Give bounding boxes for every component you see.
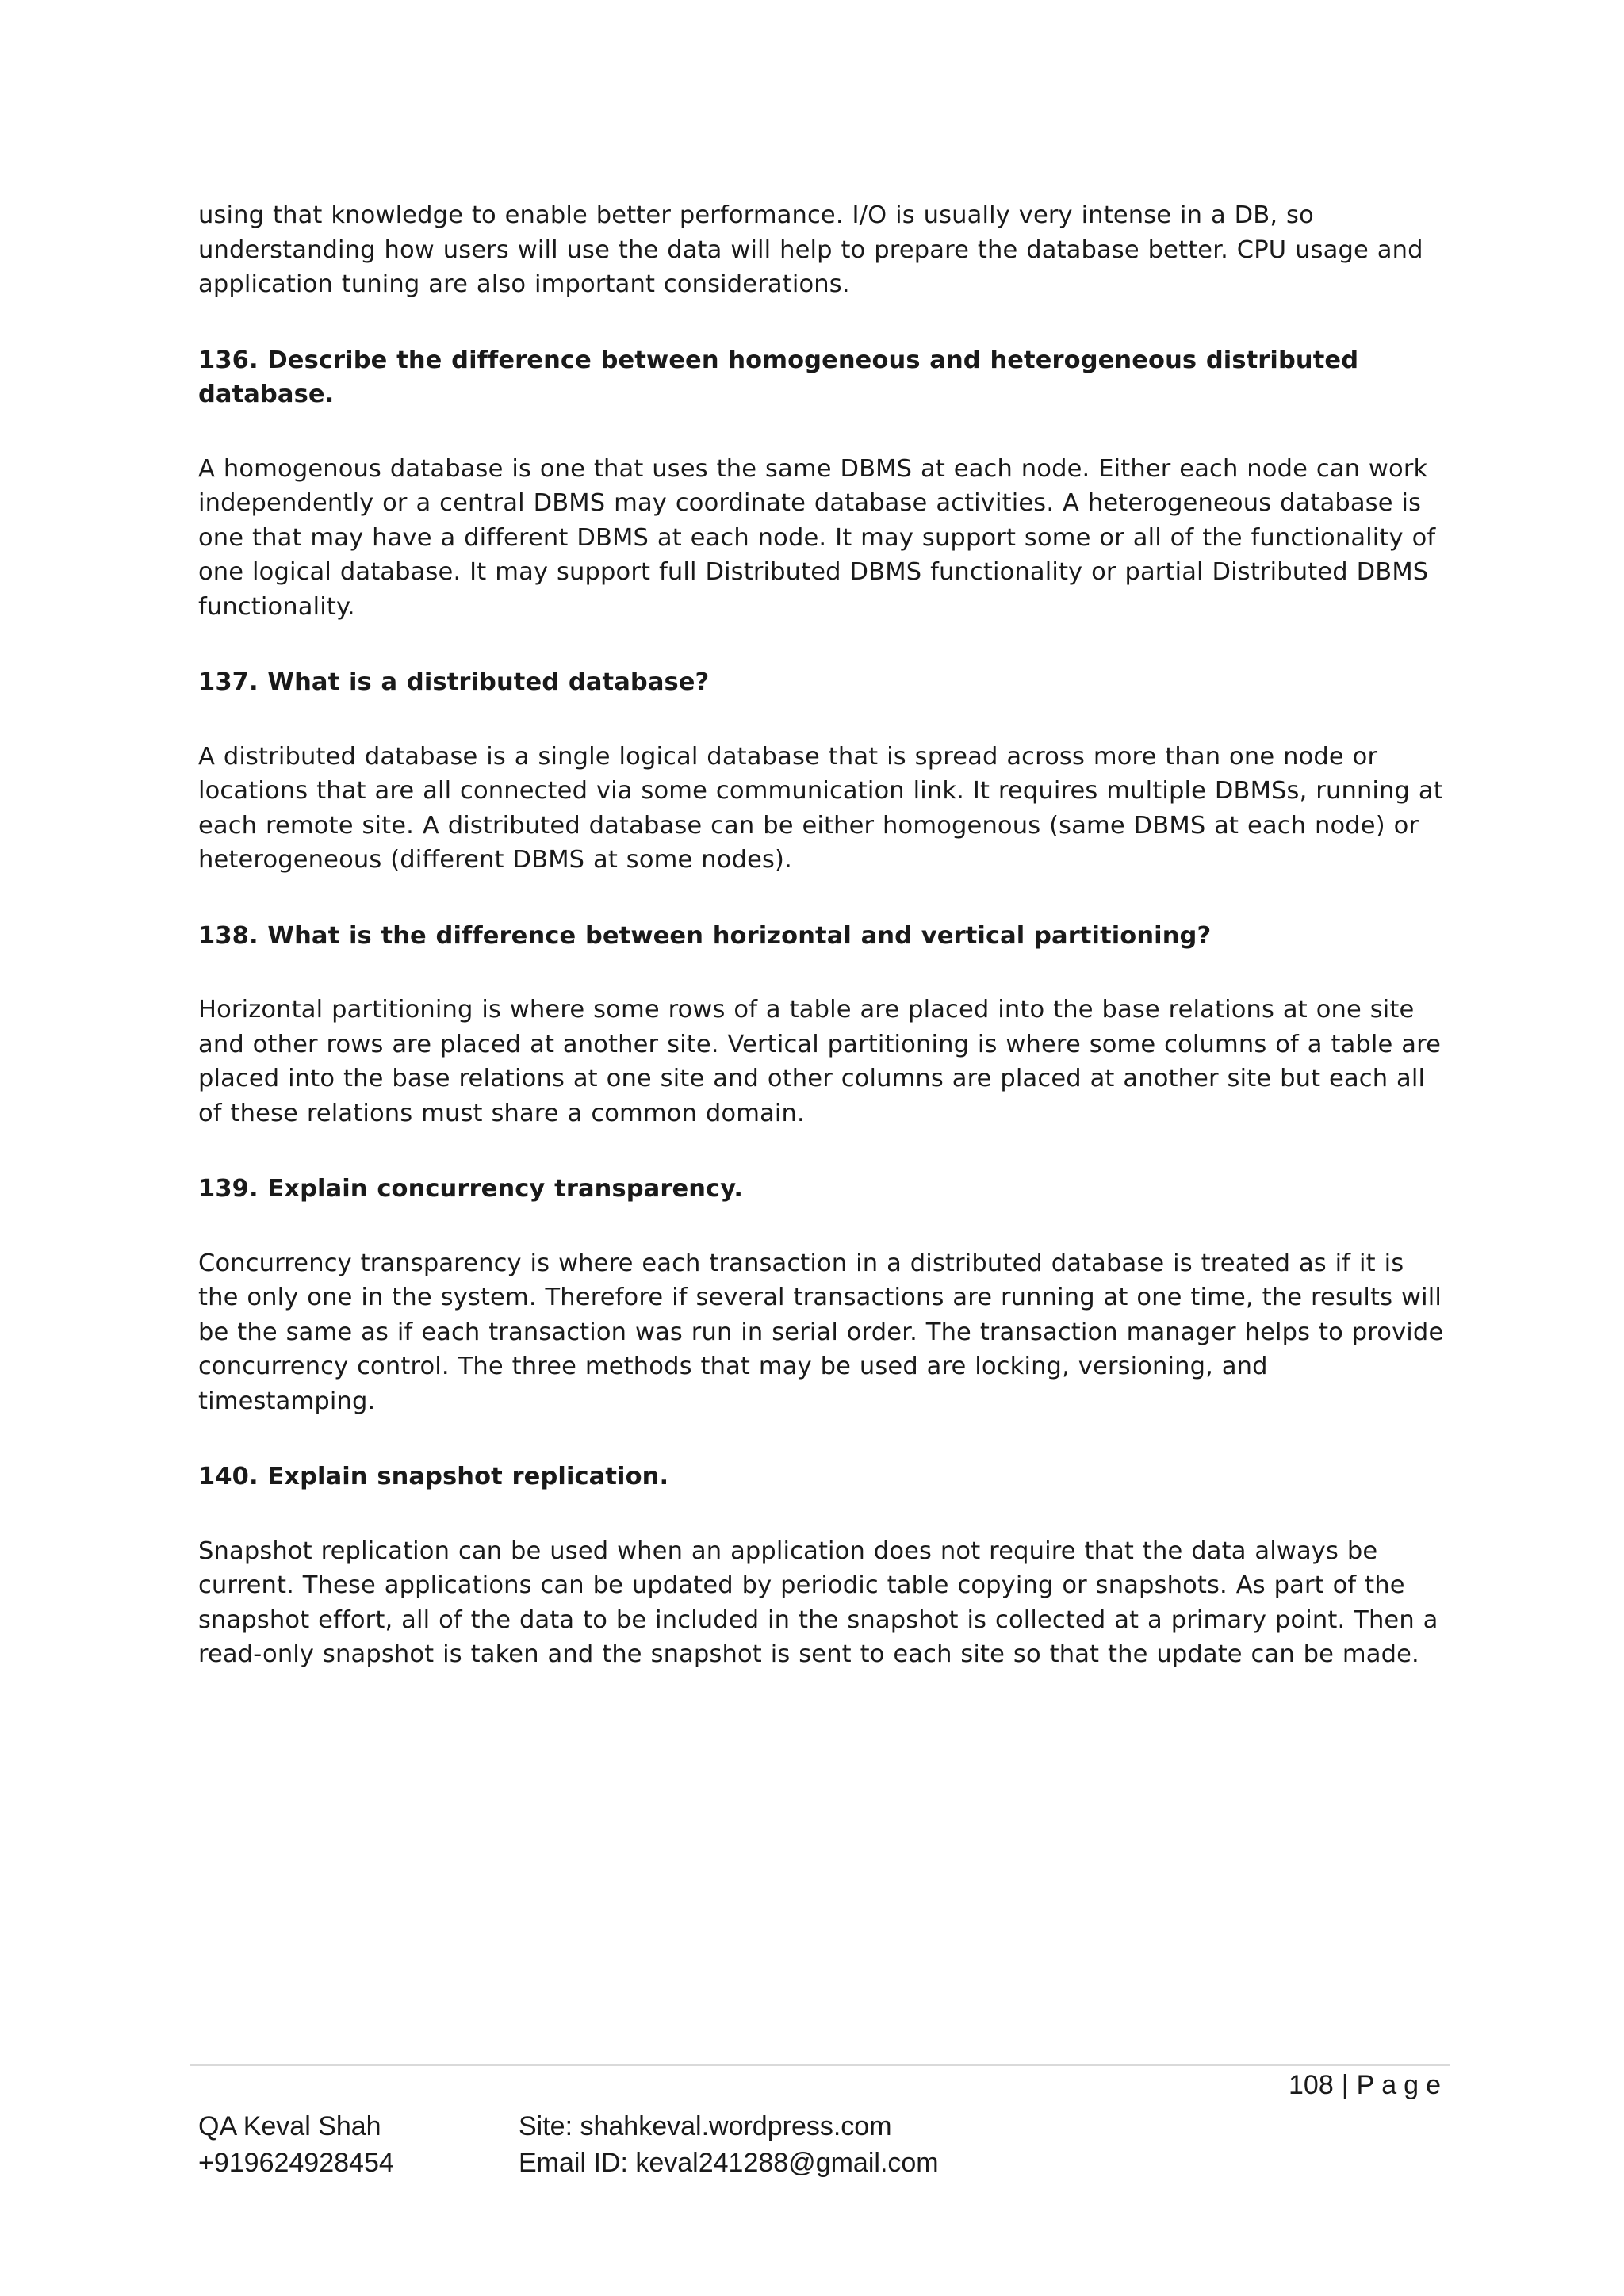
- footer-email: Email ID: keval241288@gmail.com: [519, 2148, 939, 2178]
- section-heading-138: 138. What is the difference between horizontal and vertical partitioning?: [198, 921, 1212, 950]
- intro-paragraph: using that knowledge to enable better performance. I/O is usually very intense in a DB, so understanding how users will use the data will help to prepare the database better. CPU usage and application tuning are also important considerations.: [198, 201, 1423, 298]
- section-heading-136: 136. Describe the difference between homogeneous and heterogeneous distributed database.: [198, 346, 1359, 408]
- section-body-136: A homogenous database is one that uses the same DBMS at each node. Either each node can work independently or a central DBMS may coordinate database activities. A heterogeneous database is one that may have a different DBMS at each node. It may support some or all of the functionality of one logical database. It may support full Distributed DBMS functionality or partial Distributed DBMS functionality.: [198, 454, 1436, 621]
- footer-site: Site: shahkeval.wordpress.com: [519, 2111, 892, 2141]
- footer-phone: +919624928454: [198, 2148, 394, 2178]
- page-word: Page: [1356, 2070, 1448, 2100]
- page-content: [198, 198, 1451, 1672]
- section-heading-140: 140. Explain snapshot replication.: [198, 1463, 669, 1490]
- page-number: [1289, 2068, 1448, 2103]
- section-heading-139: 139. Explain concurrency transparency.: [198, 1175, 744, 1203]
- section-body-138: Horizontal partitioning is where some rows of a table are placed into the base relations at one site and other rows are placed at another site. Vertical partitioning is where some columns of a table are placed into the base relations at one site and other columns are placed at another site but each all of these relations must share a common domain.: [198, 996, 1442, 1127]
- section-body-139: Concurrency transparency is where each transaction in a distributed database is treated as if it is the only one in the system. Therefore if several transactions are running at one time, the results will be the same as if each transaction was run in serial order. The transaction manager helps to provide concurrency control. The three methods that may be used are locking, versioning, and timestamping.: [198, 1249, 1444, 1415]
- section-body-137: A distributed database is a single logical database that is spread across more than one node or locations that are all connected via some communication link. It requires multiple DBMSs, running at each remote site. A distributed database can be either homogenous (same DBMS at each node) or heterogeneous (different DBMS at some nodes).: [198, 742, 1443, 874]
- footer-divider: [190, 2064, 1450, 2066]
- page-number-separator: |: [1341, 2070, 1349, 2100]
- section-body-140: Snapshot replication can be used when an application does not require that the data always be current. These applications can be updated by periodic table copying or snapshots. As part of the snapshot effort, all of the data to be included in the snapshot is collected at a primary point. Then a read-only snapshot is taken and the snapshot is sent to each site so that the update can be made.: [198, 1536, 1438, 1668]
- page-number-value: 108: [1289, 2070, 1334, 2100]
- section-heading-137: 137. What is a distributed database?: [198, 668, 710, 696]
- footer-author: QA Keval Shah: [198, 2111, 381, 2141]
